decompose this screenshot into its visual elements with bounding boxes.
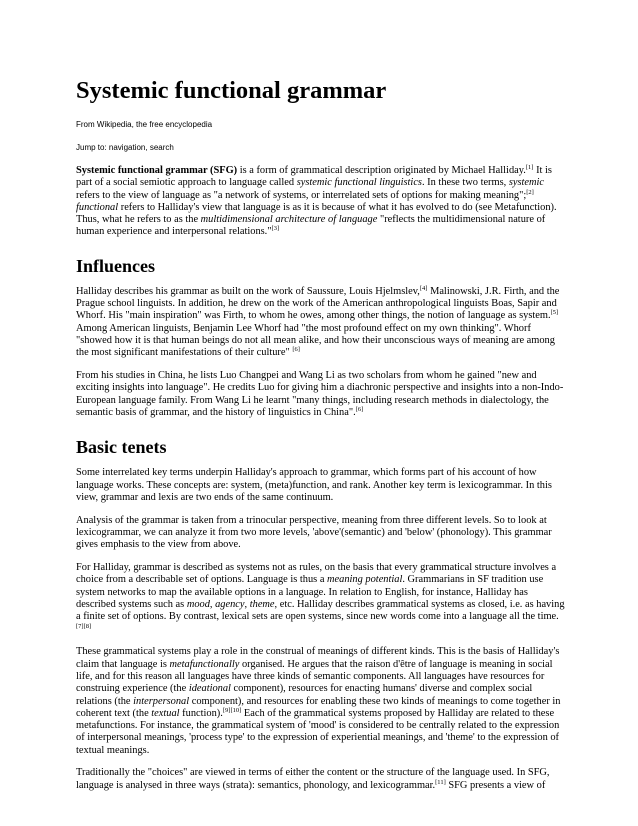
- text-run: function).: [179, 707, 223, 719]
- page-title: Systemic functional grammar: [76, 77, 387, 104]
- text-run: Some interrelated key terms underpin Halliday's approach to grammar, which forms part of his account of how language works. These concepts are: system, (meta)function, and rank. Another key term is lexicogrammar. In this view, grammar and lexis are two ends of the same continuum.: [76, 467, 552, 503]
- italic-term: agency: [215, 598, 245, 610]
- text-run: Halliday describes his grammar as built on the work of Saussure, Louis Hjelmslev,: [76, 285, 420, 297]
- text-run: refers to Halliday's view that language is as it is because of what it has evolved to do (see Metafunction). Thus, what he refers to as the: [76, 201, 557, 226]
- italic-term: interpersonal: [133, 695, 190, 707]
- text-run: Each of the grammatical systems proposed by Halliday are related to these metafunctions. For instance, the grammatical system of 'mood' is considered to be centrally related to the expression of interpersonal meanings, 'process type' to the expression of experiential meanings, and 'theme' to the expression of textual meanings.: [76, 707, 560, 756]
- paragraph: [76, 646, 566, 757]
- italic-term: functional: [76, 201, 119, 213]
- text-run: SFG presents a view of: [445, 779, 546, 791]
- text-run: For Halliday, grammar is described as systems not as rules, on the basis that every grammatical structure involves a choice from a describable set of options. Language is thus a: [76, 562, 557, 586]
- text-run: ,: [244, 598, 250, 610]
- text-run: From his studies in China, he lists Luo Changpei and Wang Li as two scholars from whom he gained "new and exciting insights into language". He credits Luo for giving him a diachronic perspective and insights into a non-Indo-European language family. From Wang Li he learnt "many things, including research methods in dialectology, the semantic basis of grammar, and the history of linguistics in China".: [76, 370, 564, 418]
- paragraph: [76, 515, 566, 552]
- text-run: component), resources for enacting humans' diverse and complex social relations (the: [76, 683, 533, 707]
- italic-term: multidimensional architecture of language: [200, 214, 378, 226]
- text-run: Traditionally the "choices" are viewed in terms of either the content or the structure of the language used. In SFG, language is analysed in three ways (strata): semantics, phonology, and lexicogrammar.: [76, 767, 550, 791]
- article-body: [76, 76, 566, 803]
- italic-term: mood: [186, 598, 210, 610]
- citation-ref[interactable]: [7][8]: [76, 622, 92, 630]
- text-run: refers to the view of language as "a network of systems, or interrelated sets of options for making meaning";: [76, 189, 527, 201]
- source-line: From Wikipedia, the free encyclopedia: [76, 120, 213, 129]
- text-run: , etc. Halliday describes grammatical systems as closed, i.e. as having a finite set of options. By contrast, lexical sets are open systems, since new words come into a language all the time.: [76, 598, 565, 623]
- paragraph: [76, 767, 566, 792]
- italic-term: ideational: [188, 683, 231, 695]
- citation-ref[interactable]: [5]: [550, 309, 559, 317]
- bold-term: Systemic functional grammar (SFG): [76, 165, 238, 176]
- paragraph: [76, 286, 566, 360]
- text-run: It is part of a social semiotic approach to language called: [76, 165, 552, 189]
- italic-term: metafunctionally: [169, 658, 240, 670]
- italic-term: meaning potential: [327, 574, 403, 586]
- text-run: "reflects the multidimensional nature of human experience and interpersonal relations.": [76, 214, 546, 238]
- paragraph: [76, 467, 566, 504]
- intro-paragraph: [76, 165, 566, 239]
- text-run: . Grammarians in SF tradition use system networks to map the available options in a language. In relation to English, for instance, Halliday has described systems such as: [76, 574, 544, 610]
- italic-term: systemic functional linguistics: [296, 177, 422, 189]
- citation-ref[interactable]: [1]: [525, 164, 534, 171]
- citation-ref[interactable]: [11]: [435, 778, 446, 786]
- text-run: ,: [209, 598, 216, 610]
- text-run: is a form of grammatical description originated by Michael Halliday.: [237, 165, 526, 176]
- section-heading-basic-tenets: Basic tenets: [76, 437, 167, 458]
- citation-ref[interactable]: [2]: [526, 188, 534, 196]
- citation-ref[interactable]: [9][10]: [222, 706, 242, 714]
- text-run: Analysis of the grammar is taken from a trinocular perspective, meaning from three different levels. So to look at lexicogrammar, we can analyze it from two more levels, 'above'(semantic) and 'below' (phonology). This grammar gives emphasis to the view from above.: [76, 514, 552, 551]
- italic-term: textual: [151, 707, 180, 719]
- citation-ref[interactable]: [6]: [355, 405, 364, 413]
- text-run: organised. He argues that the raison d'être of language is meaning in social life, and for this reason all languages have three kinds of semantic components. All languages have resources for construing experience (the: [76, 658, 553, 695]
- paragraph: [76, 562, 566, 636]
- text-run: component), and resources for enabling these two kinds of meanings to come together in coherent text (the: [76, 695, 561, 719]
- text-run: . In these two terms,: [421, 177, 509, 189]
- italic-term: theme: [249, 598, 275, 610]
- citation-ref[interactable]: [6]: [292, 346, 300, 354]
- text-run: Among American linguists, Benjamin Lee Whorf had "the most profound effect on my own thinking". Whorf "showed how it is that human beings do not all mean alike, and how their unconscious ways of meaning are among the most significant manifestations of their culture": [76, 322, 555, 359]
- italic-term: systemic: [508, 177, 545, 189]
- paragraph: [76, 370, 566, 419]
- citation-ref[interactable]: [4]: [419, 284, 428, 292]
- text-run: These grammatical systems play a role in the construal of meanings of different kinds. This is the basis of Halliday's claim that language is: [76, 646, 560, 670]
- jump-links: Jump to: navigation, search: [76, 143, 174, 152]
- section-heading-influences: Influences: [76, 255, 156, 276]
- text-run: Malinowski, J.R. Firth, and the Prague school linguists. In addition, he drew on the work of the American anthropological linguists Boas, Sapir and Whorf. His "main inspiration" was Firth, to whom he owes, among other things, the notion of language as system.: [76, 285, 560, 322]
- citation-ref[interactable]: [3]: [271, 225, 280, 233]
